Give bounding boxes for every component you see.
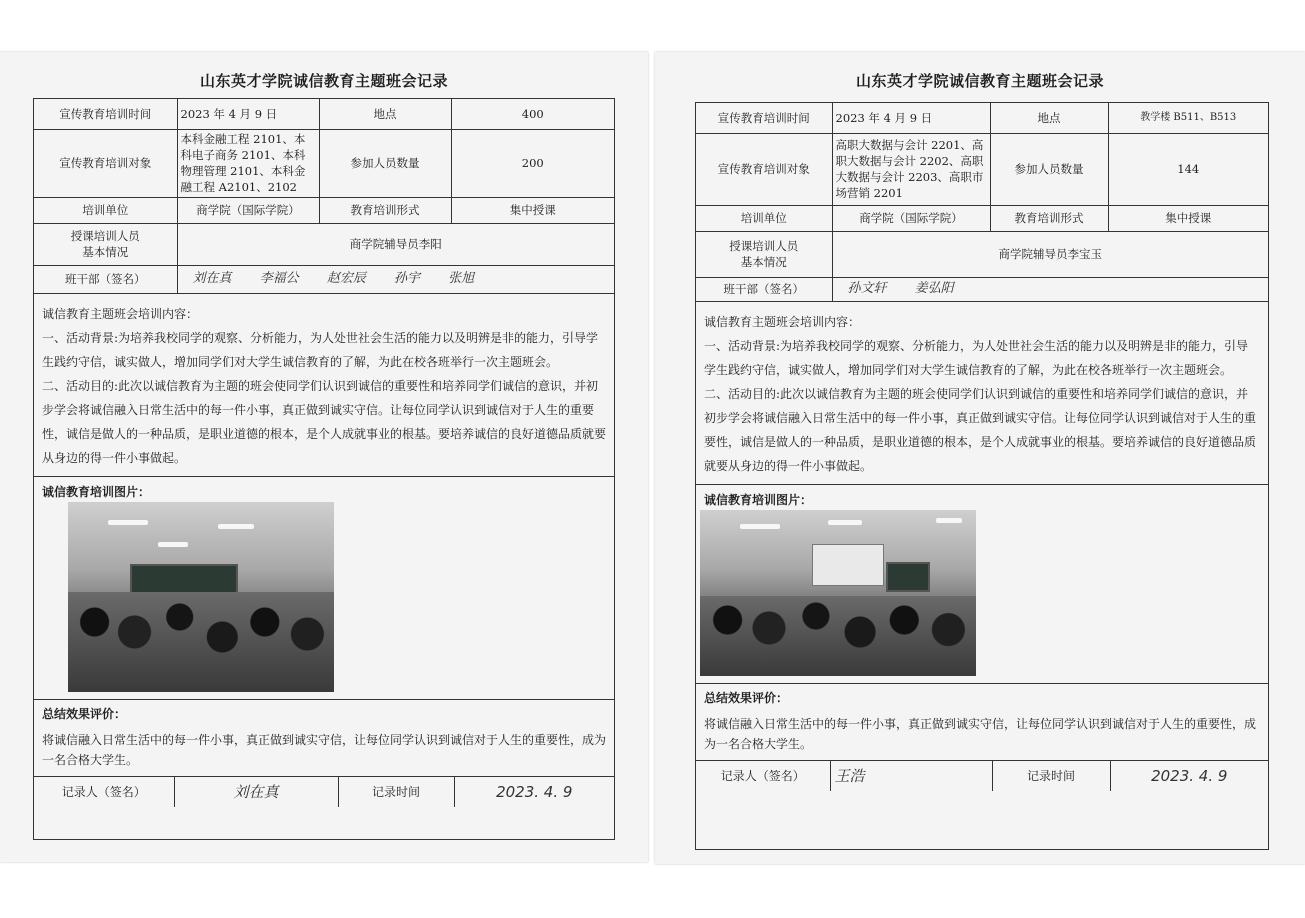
- record-frame: [33, 98, 615, 840]
- count-label: 参加人员数量: [990, 133, 1108, 205]
- signature: 姜弘阳: [914, 281, 954, 296]
- summary-text: 将诚信融入日常生活中的每一件小事，真正做到诚实守信，让每位同学认识到诚信对于人生的重要性，成为一名合格大学生。: [704, 716, 1257, 751]
- recorder-label: 记录人（签名）: [696, 761, 830, 791]
- record-sheet-right: [655, 52, 1305, 864]
- place-label: 地点: [319, 99, 451, 129]
- summary-section: [34, 700, 614, 777]
- summary-label: 总结效果评价：: [704, 690, 789, 705]
- count-value: 144: [1108, 133, 1268, 205]
- target-value: 本科金融工程 2101、本科电子商务 2101、本科物理管理 2101、本科金融工程 A2101、2102: [177, 129, 319, 197]
- content-background: 一、活动背景:为培养我校同学的观察、分析能力，为人处世社会生活的能力以及明辨是非的能力，引导学生践约守信，诚实做人，增加同学们对大学生诚信教育的了解，为此在校各班举行一次主题班会。: [42, 330, 599, 369]
- trainer-label: 授课培训人员 基本情况: [696, 231, 832, 277]
- content-purpose: 二、活动目的:此次以诚信教育为主题的班会使同学们认识到诚信的重要性和培养同学们诚信的意识，并初步学会将诚信融入日常生活中的每一件小事，真正做到诚实守信。让每位同学认识到诚信对于人生的重要性，诚信是做人的一种品质，是职业道德的根本，是个人成就事业的根基。要培养诚信的良好道德品质就要从身边的得一件小事做起。: [704, 386, 1257, 473]
- place-value: 400: [451, 99, 614, 129]
- record-time-label: 记录时间: [338, 777, 454, 807]
- trainer-value: 商学院辅导员李宝玉: [832, 231, 1268, 277]
- training-photo: [700, 510, 976, 676]
- target-value: 高职大数据与会计 2201、高职大数据与会计 2202、高职大数据与会计 2203、高职市场营销 2201: [832, 133, 990, 205]
- summary-text: 将诚信融入日常生活中的每一件小事，真正做到诚实守信，让每位同学认识到诚信对于人生的重要性，成为一名合格大学生。: [42, 732, 607, 767]
- trainer-label: 授课培训人员 基本情况: [34, 223, 177, 265]
- signature: 孙宇: [393, 271, 420, 286]
- photo-label: 诚信教育培训图片：: [42, 484, 151, 499]
- recorder-signature: 刘在真: [174, 777, 338, 807]
- unit-label: 培训单位: [34, 197, 177, 223]
- place-value: 教学楼 B511、B513: [1108, 103, 1268, 133]
- content-heading: 诚信教育主题班会培训内容：: [42, 306, 199, 321]
- recorder-label: 记录人（签名）: [34, 777, 174, 807]
- info-table: [696, 103, 1268, 302]
- training-content: [34, 294, 614, 477]
- unit-value: 商学院（国际学院）: [832, 205, 990, 231]
- form-label: 教育培训形式: [319, 197, 451, 223]
- form-label: 教育培训形式: [990, 205, 1108, 231]
- footer-table: [696, 761, 1268, 791]
- summary-section: [696, 684, 1268, 761]
- signature: 刘在真: [192, 271, 232, 286]
- unit-label: 培训单位: [696, 205, 832, 231]
- time-label: 宣传教育培训时间: [696, 103, 832, 133]
- time-label: 宣传教育培训时间: [34, 99, 177, 129]
- photo-label: 诚信教育培训图片：: [704, 492, 813, 507]
- place-label: 地点: [990, 103, 1108, 133]
- recorder-signature: 王浩: [830, 761, 992, 791]
- record-sheet-left: [0, 52, 648, 862]
- cadre-signatures: [832, 277, 1268, 301]
- form-value: 集中授课: [451, 197, 614, 223]
- signature: 李福公: [259, 271, 299, 286]
- target-label: 宣传教育培训对象: [34, 129, 177, 197]
- count-label: 参加人员数量: [319, 129, 451, 197]
- signature: 孙文轩: [847, 281, 887, 296]
- footer-table: [34, 777, 614, 807]
- trainer-value: 商学院辅导员李阳: [177, 223, 614, 265]
- sheet-title: 山东英才学院诚信教育主题班会记录: [855, 72, 1104, 90]
- form-value: 集中授课: [1108, 205, 1268, 231]
- record-time-value: 2023. 4. 9: [454, 777, 614, 807]
- info-table: [34, 99, 614, 294]
- time-value: 2023 年 4 月 9 日: [832, 103, 990, 133]
- record-time-label: 记录时间: [992, 761, 1110, 791]
- unit-value: 商学院（国际学院）: [177, 197, 319, 223]
- cadre-signatures: [177, 265, 614, 293]
- photo-section: [696, 485, 1268, 684]
- record-time-value: 2023. 4. 9: [1110, 761, 1268, 791]
- sheet-title: 山东英才学院诚信教育主题班会记录: [199, 72, 448, 90]
- count-value: 200: [451, 129, 614, 197]
- content-background: 一、活动背景:为培养我校同学的观察、分析能力，为人处世社会生活的能力以及明辨是非的能力，引导学生践约守信，诚实做人，增加同学们对大学生诚信教育的了解，为此在校各班举行一次主题班会。: [704, 338, 1249, 377]
- time-value: 2023 年 4 月 9 日: [177, 99, 319, 129]
- cadre-label: 班干部（签名）: [696, 277, 832, 301]
- training-content: [696, 302, 1268, 485]
- summary-label: 总结效果评价：: [42, 706, 127, 721]
- training-photo: [68, 502, 334, 692]
- cadre-label: 班干部（签名）: [34, 265, 177, 293]
- content-heading: 诚信教育主题班会培训内容：: [704, 314, 861, 329]
- target-label: 宣传教育培训对象: [696, 133, 832, 205]
- content-purpose: 二、活动目的:此次以诚信教育为主题的班会使同学们认识到诚信的重要性和培养同学们诚信的意识，并初步学会将诚信融入日常生活中的每一件小事，真正做到诚实守信。让每位同学认识到诚信对于人生的重要性，诚信是做人的一种品质，是职业道德的根本，是个人成就事业的根基。要培养诚信的良好道德品质就要从身边的得一件小事做起。: [42, 378, 607, 465]
- signature: 赵宏辰: [326, 271, 366, 286]
- signature: 张旭: [448, 271, 475, 286]
- record-frame: [695, 102, 1269, 850]
- photo-section: [34, 477, 614, 700]
